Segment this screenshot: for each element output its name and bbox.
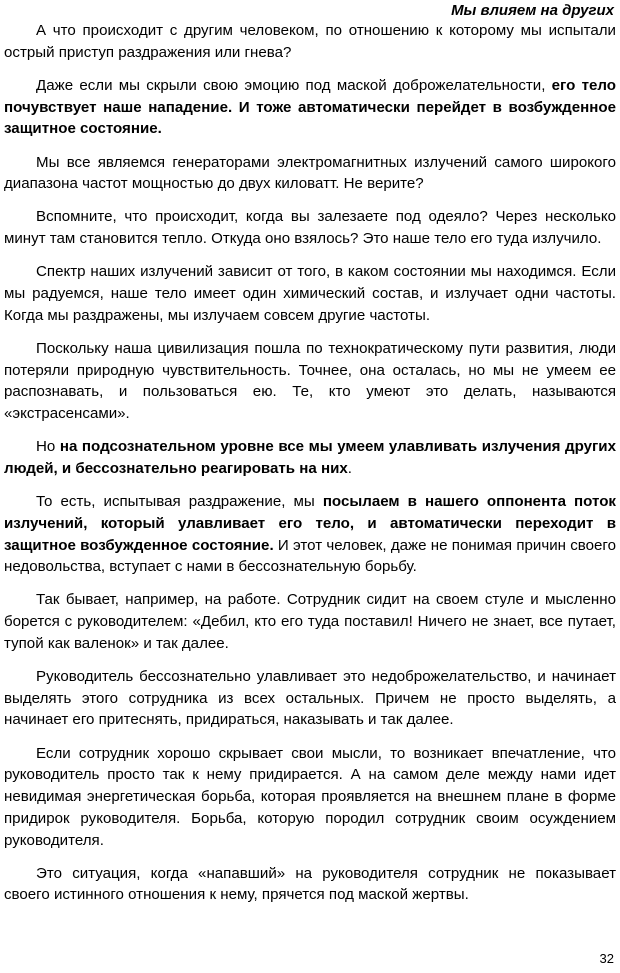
paragraph [4,75,616,140]
paragraph [4,863,616,906]
text-body [4,20,616,918]
text-run: Так бывает, например, на работе. Сотрудник сидит на своем стуле и мысленно борется с руководителем: «Дебил, кто его туда поставил! Ничего не знает, все путает, тупой как валенок» и так далее. [4,591,616,652]
bold-text-run: его тело почувствует наше нападение. И тоже автоматически перейдет в возбужденное защитное состояние. [4,76,616,138]
text-run: Руководитель бессознательно улавливает это недоброжелательство, и начинает выделять этого сотрудника из всех остальных. Причем не просто выделять, а начинает его притеснять, придираться, наказывать и так далее. [4,668,616,729]
paragraph [4,20,616,63]
running-header-title: Мы влияем на других [451,2,614,19]
text-run: А что происходит с другим человеком, по отношению к которому мы испытали острый приступ раздражения или гнева? [4,22,616,61]
paragraph [4,436,616,479]
text-run: Даже если мы скрыли свою эмоцию под маской доброжелательности, [36,76,552,94]
paragraph [4,261,616,326]
paragraph [4,491,616,578]
text-run: . [347,459,352,477]
paragraph [4,338,616,425]
text-run: Это ситуация, когда «напавший» на руководителя сотрудник не показывает своего истинного отношения к нему, прячется под маской жертвы. [4,864,616,904]
text-run: Поскольку наша цивилизация пошла по технократическому пути развития, люди потеряли природную чувствительность. Точнее, она осталась, но мы не умеем ее распознавать, и пользоваться ею. Те, кто умеют это делать, называются «экстрасенсами». [4,339,616,423]
paragraph [4,206,616,249]
page-number: 32 [599,951,614,966]
paragraph [4,666,616,731]
paragraph [4,743,616,852]
text-run: Если сотрудник хорошо скрывает свои мысли, то возникает впечатление, что руководитель просто так к нему придирается. А на самом деле между нами идет невидимая энергетическая борьба, которая проявляется на внешнем плане в форме придирок руководителя. Борьба, которую породил сотрудник своим осуждением руководителя. [4,744,616,849]
text-run: И этот человек, даже не понимая причин своего недовольства, вступает с нами в бессознательную борьбу. [4,536,616,576]
text-run: Вспомните, что происходит, когда вы залезаете под одеяло? Через несколько минут там становится тепло. Откуда оно взялось? Это наше тело его туда излучило. [4,208,616,248]
paragraph [4,589,616,654]
text-run: Но [36,438,60,456]
text-run: Спектр наших излучений зависит от того, в каком состоянии мы находимся. Если мы радуемся, наше тело имеет один химический состав, и излучает одни частоты. Когда мы раздражены, мы излучаем совсем другие частоты. [4,263,616,324]
bold-text-run: посылаем в нашего оппонента поток излучений, который улавливает его тело, и автоматически переходит в защитное возбужденное состояние. [4,493,616,554]
bold-text-run: на подсознательном уровне все мы умеем улавливать излучения других людей, и бессознательно реагировать на них [4,438,616,477]
paragraph [4,152,616,195]
text-run: То есть, испытывая раздражение, мы [36,493,323,511]
text-run: Мы все являемся генераторами электромагнитных излучений самого широкого диапазона частот мощностью до двух киловатт. Не верите? [4,153,616,193]
